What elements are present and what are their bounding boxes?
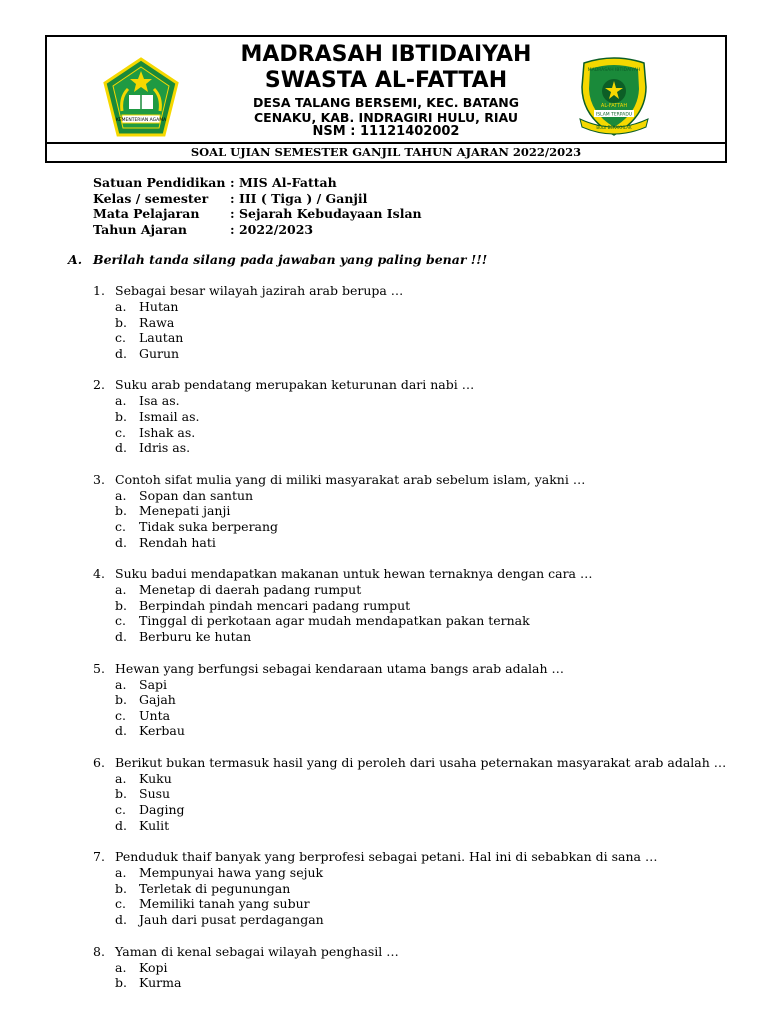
option-letter: c.	[115, 330, 126, 346]
answer-option	[93, 912, 726, 928]
option-letter: d.	[115, 440, 127, 456]
info-row	[93, 206, 422, 222]
question-stem	[93, 283, 726, 299]
option-text: Ismail as.	[139, 408, 200, 424]
info-label: Kelas / semester	[93, 190, 209, 206]
answer-option	[93, 896, 726, 912]
info-label: Satuan Pendidikan	[93, 175, 226, 190]
question-text: Hewan yang berfungsi sebagai kendaraan utama bangs arab adalah …	[115, 660, 565, 676]
question-number: 8.	[93, 943, 105, 959]
option-text: Tidak suka berperang	[139, 518, 279, 534]
right-logo-bottom-text: BUDI BERAKHLAK	[596, 125, 632, 130]
header-divider	[47, 142, 725, 144]
option-letter: a.	[115, 676, 127, 692]
option-text: Kurma	[139, 975, 182, 991]
option-letter: a.	[115, 487, 127, 503]
option-text: Gurun	[139, 345, 180, 361]
question-item	[93, 755, 726, 833]
exam-info	[93, 175, 422, 237]
question-list	[93, 283, 726, 1007]
option-text: Jauh dari pusat perdagangan	[139, 912, 324, 928]
info-row	[93, 222, 422, 238]
answer-option	[93, 723, 726, 739]
question-stem	[93, 661, 726, 677]
option-text: Mempunyai hawa yang sejuk	[139, 865, 324, 881]
answer-option	[93, 818, 726, 834]
right-logo-mid-text: AL-FATTAH	[600, 103, 628, 109]
answer-option	[93, 960, 726, 976]
info-label: Mata Pelajaran	[93, 206, 200, 221]
school-shield-emblem-icon	[574, 57, 654, 139]
option-letter: b.	[115, 786, 127, 802]
question-number: 6.	[93, 754, 105, 770]
answer-option	[93, 677, 726, 693]
option-text: Rendah hati	[139, 534, 216, 550]
answer-option	[93, 613, 726, 629]
option-text: Tinggal di perkotaan agar mudah mendapatkan pakan ternak	[139, 613, 530, 629]
answer-option	[93, 598, 726, 614]
question-number: 2.	[93, 377, 105, 393]
answer-option	[93, 975, 726, 991]
exam-title: SOAL UJIAN SEMESTER GANJIL TAHUN AJARAN 2022/2023	[190, 145, 582, 159]
question-number: 1.	[93, 283, 105, 298]
option-letter: c.	[115, 802, 126, 818]
option-letter: c.	[115, 613, 126, 629]
option-letter: a.	[115, 959, 127, 975]
answer-option	[93, 881, 726, 897]
answer-option	[93, 629, 726, 645]
question-number: 5.	[93, 660, 105, 676]
option-letter: b.	[115, 503, 127, 519]
question-number: 4.	[93, 566, 105, 582]
info-value: : 2022/2023	[230, 221, 314, 237]
answer-option	[93, 708, 726, 724]
option-text: Memiliki tanah yang subur	[139, 896, 310, 912]
option-text: Sapi	[139, 676, 168, 692]
question-stem	[93, 849, 726, 865]
question-text: Suku badui mendapatkan makanan untuk hewan ternaknya dengan cara …	[115, 566, 593, 582]
left-logo-text: KEMENTERIAN AGAMA	[115, 118, 167, 123]
answer-option	[93, 346, 726, 362]
question-item	[93, 472, 726, 550]
answer-option	[93, 409, 726, 425]
option-letter: d.	[115, 534, 127, 550]
info-row	[93, 191, 422, 207]
option-letter: c.	[115, 896, 126, 912]
question-item	[93, 377, 726, 455]
option-text: Berburu ke hutan	[139, 628, 252, 644]
answer-option	[93, 865, 726, 881]
answer-option	[93, 786, 726, 802]
option-letter: b.	[115, 597, 127, 613]
question-item	[93, 566, 726, 644]
option-text: Hutan	[139, 299, 179, 314]
answer-option	[93, 393, 726, 409]
school-name-line1: MADRASAH IBTIDAIYAH	[240, 42, 532, 67]
option-text: Susu	[139, 786, 171, 802]
question-item	[93, 944, 726, 991]
question-stem	[93, 755, 726, 771]
letterhead	[45, 35, 727, 163]
school-nsm: NSM : 11121402002	[312, 124, 460, 139]
question-text: Berikut bukan termasuk hasil yang di peroleh dari usaha peternakan masyarakat arab adalah …	[115, 754, 727, 770]
answer-option	[93, 330, 726, 346]
option-letter: d.	[115, 723, 127, 739]
section-letter: A.	[68, 252, 83, 267]
option-text: Unta	[139, 707, 171, 723]
info-row	[93, 175, 422, 191]
question-text: Suku arab pendatang merupakan keturunan dari nabi …	[115, 377, 475, 393]
question-text: Penduduk thaif banyak yang berprofesi sebagai petani. Hal ini di sebabkan di sana …	[115, 849, 658, 865]
section-instruction: Berilah tanda silang pada jawaban yang paling benar !!!	[93, 252, 488, 267]
answer-option	[93, 692, 726, 708]
school-name-line2: SWASTA AL-FATTAH	[264, 68, 508, 93]
question-text: Contoh sifat mulia yang di miliki masyarakat arab sebelum islam, yakni …	[115, 471, 586, 487]
question-stem	[93, 472, 726, 488]
question-stem	[93, 944, 726, 960]
info-value: : MIS Al-Fattah	[230, 175, 337, 190]
option-text: Idris as.	[139, 440, 191, 456]
option-letter: c.	[115, 707, 126, 723]
option-letter: d.	[115, 628, 127, 644]
question-stem	[93, 377, 726, 393]
question-number: 3.	[93, 471, 105, 487]
address-line1: DESA TALANG BERSEMI, KEC. BATANG	[253, 95, 519, 110]
info-value: : Sejarah Kebudayaan Islan	[230, 206, 422, 221]
answer-option	[93, 299, 726, 315]
option-letter: b.	[115, 975, 127, 991]
option-text: Kulit	[139, 817, 170, 833]
option-text: Ishak as.	[139, 424, 196, 440]
option-letter: b.	[115, 692, 127, 708]
option-text: Berpindah pindah mencari padang rumput	[139, 597, 411, 613]
option-text: Daging	[139, 802, 185, 818]
question-item	[93, 849, 726, 927]
option-letter: b.	[115, 314, 127, 330]
option-letter: a.	[115, 865, 127, 881]
option-letter: a.	[115, 393, 127, 409]
option-letter: c.	[115, 518, 126, 534]
answer-option	[93, 425, 726, 441]
answer-option	[93, 535, 726, 551]
question-text: Yaman di kenal sebagai wilayah penghasil …	[115, 943, 399, 959]
option-letter: d.	[115, 912, 127, 928]
answer-option	[93, 488, 726, 504]
option-text: Kuku	[139, 770, 172, 786]
answer-option	[93, 771, 726, 787]
option-text: Terletak di pegunungan	[139, 880, 291, 896]
option-letter: a.	[115, 582, 127, 598]
address-line2: CENAKU, KAB. INDRAGIRI HULU, RIAU	[254, 110, 518, 125]
right-logo-ribbon-text: ISLAM TERPADU	[595, 112, 633, 118]
option-text: Menetap di daerah padang rumput	[139, 582, 362, 598]
question-item	[93, 661, 726, 739]
option-text: Kerbau	[139, 723, 185, 739]
section-heading	[68, 252, 487, 267]
option-text: Sopan dan santun	[139, 487, 254, 503]
option-text: Gajah	[139, 692, 176, 708]
answer-option	[93, 802, 726, 818]
question-item	[93, 283, 726, 361]
question-number: 7.	[93, 849, 105, 865]
answer-option	[93, 582, 726, 598]
info-value: : III ( Tiga ) / Ganjil	[230, 190, 368, 206]
answer-option	[93, 315, 726, 331]
question-stem	[93, 566, 726, 582]
question-text: Sebagai besar wilayah jazirah arab berupa …	[115, 283, 404, 298]
option-letter: a.	[115, 770, 127, 786]
answer-option	[93, 440, 726, 456]
option-text: Menepati janji	[139, 503, 231, 519]
option-text: Lautan	[139, 330, 184, 346]
option-text: Rawa	[139, 314, 175, 330]
option-text: Kopi	[139, 959, 168, 975]
right-logo-top-text: MADRASAH IBTIDAIYAH	[587, 68, 641, 73]
option-text: Isa as.	[139, 393, 180, 409]
answer-option	[93, 519, 726, 535]
option-letter: a.	[115, 299, 127, 314]
answer-option	[93, 503, 726, 519]
info-label: Tahun Ajaran	[93, 221, 187, 237]
option-letter: b.	[115, 880, 127, 896]
option-letter: c.	[115, 424, 126, 440]
option-letter: d.	[115, 817, 127, 833]
option-letter: d.	[115, 345, 127, 361]
option-letter: b.	[115, 408, 127, 424]
